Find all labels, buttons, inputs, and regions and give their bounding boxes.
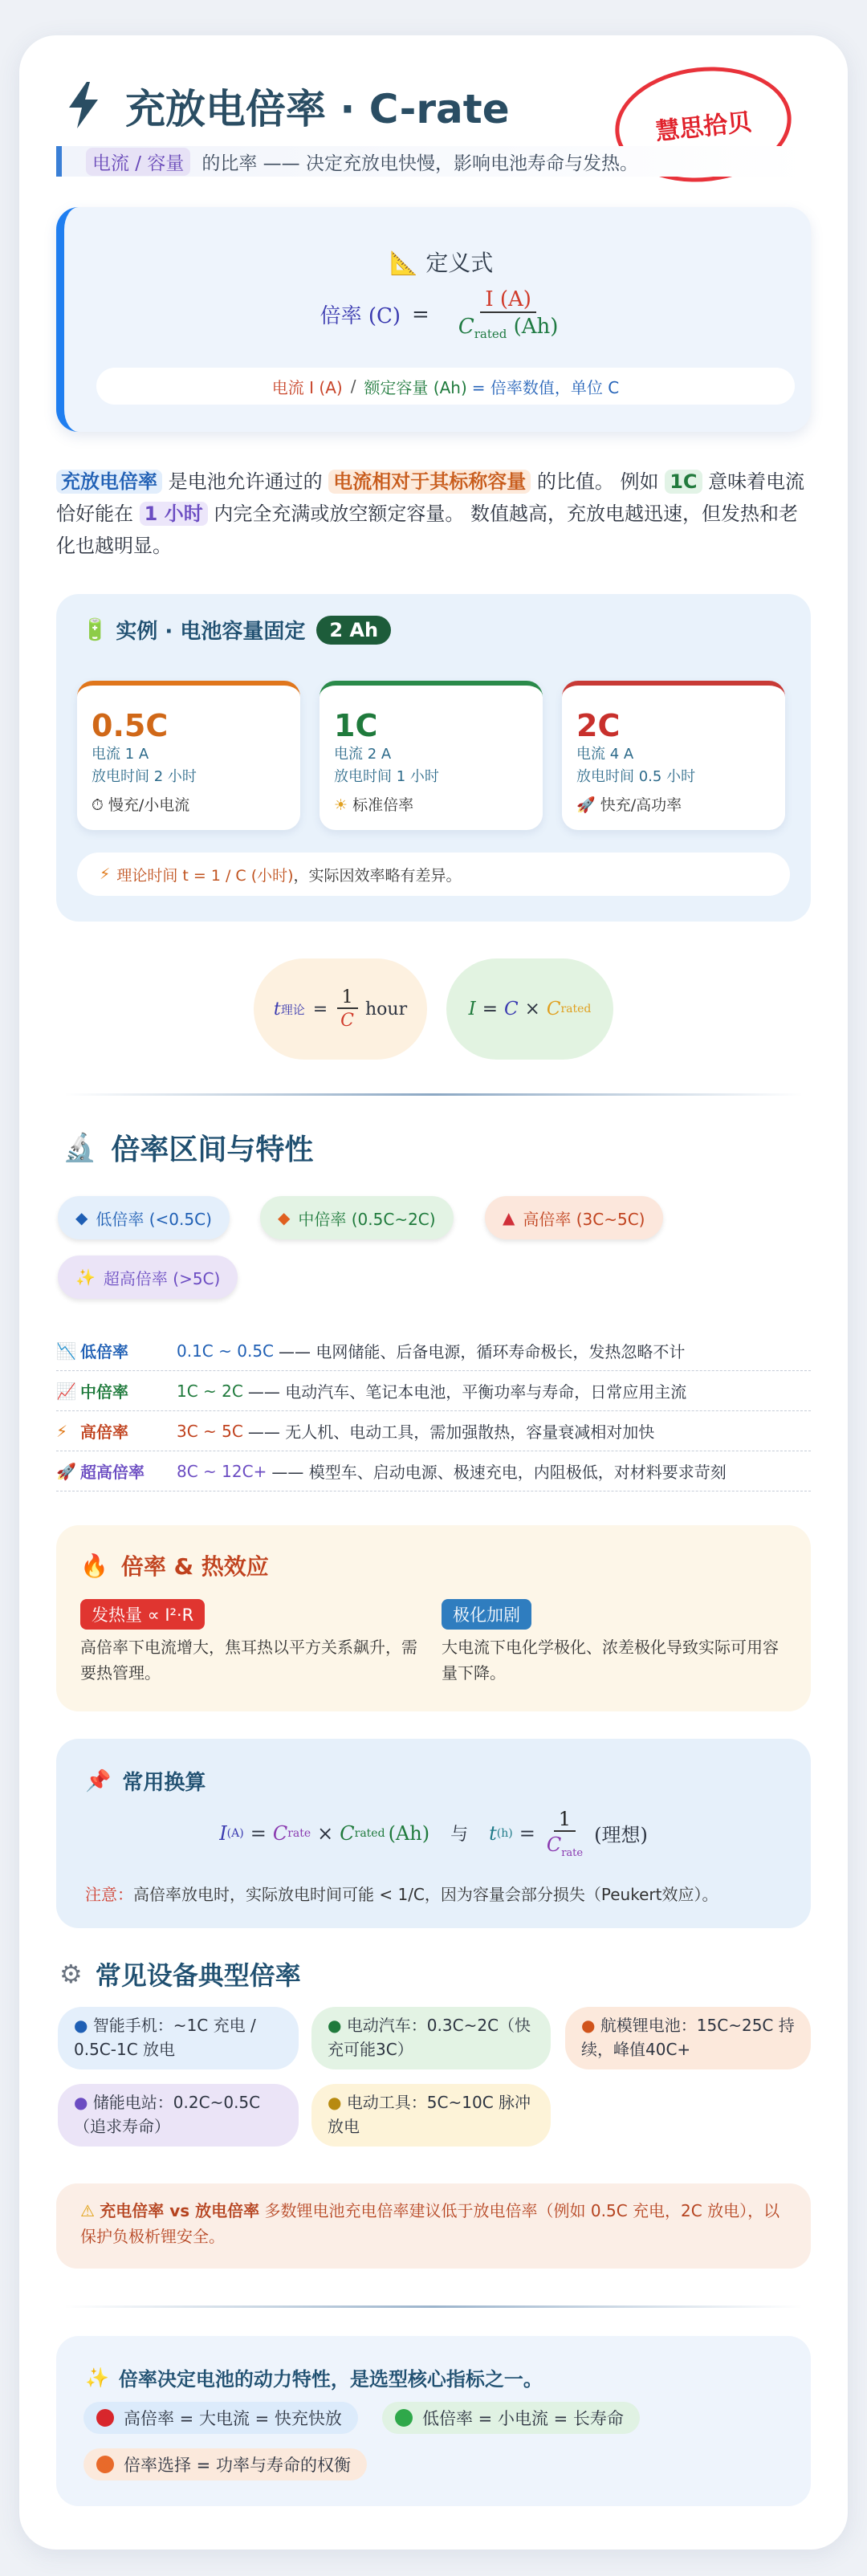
ruler-triangle-icon: 📐 [389, 250, 418, 276]
table-row: ⚡ 高倍率 3C ~ 5C —— 无人机、电动工具，需加强散热，容量衰减相对加快 [56, 1411, 811, 1451]
triangle-icon: ▲ [503, 1208, 515, 1227]
lightning-bolt-icon [66, 82, 101, 128]
definition-note: 电流 I (A) / 额定容量 (Ah) = 倍率数值，单位 C [96, 368, 795, 405]
rate-card-1c: 1C 电流 2 A 放电时间 1 小时 ☀ 标准倍率 [320, 681, 543, 830]
chip-high-rate[interactable]: ▲ 高倍率 (3C~5C) [485, 1196, 663, 1239]
rate-card-0.5c: 0.5C 电流 1 A 放电时间 2 小时 ⏱ 慢充/小电流 [77, 681, 300, 830]
bullet-dot-icon: ● [581, 2016, 596, 2035]
sun-icon: ☀ [334, 796, 348, 814]
red-dot-icon [96, 2409, 114, 2427]
intro-paragraph: 充放电倍率 是电池允许通过的 电流相对于其标称容量 的比值。 例如 1C 意味着电流恰好能在 1 小时 内完全充满或放空额定容量。 数值越高，充放电越迅速，但发热和老化也越明显。 [56, 470, 805, 557]
definition-box [56, 207, 811, 432]
bullet-dot-icon: ● [328, 2093, 342, 2112]
example-box [56, 594, 811, 922]
devices-heading: ⚙ 常见设备典型倍率 [59, 1959, 301, 1991]
chart-up-icon: 📈 [56, 1381, 76, 1401]
sparkles-icon: ✨ [75, 1268, 96, 1287]
chip-ultra-rate[interactable]: ✨ 超高倍率 (>5C) [58, 1255, 238, 1299]
definition-formula: 倍率 (C) = $\frac{I (A)}{C_{rated} (Ah)}$ [64, 287, 819, 341]
charge-discharge-warning: ⚠ 充电倍率 vs 放电倍率 多数锂电池充电倍率建议低于放电倍率（例如 0.5C 充电，2C 放电），以保护负极析锂安全。 [56, 2183, 811, 2269]
intervals-heading: 🔬 倍率区间与特性 [63, 1131, 314, 1166]
page-title: 充放电倍率 · C-rate [125, 86, 510, 132]
section-divider [64, 2305, 803, 2308]
polarization-text: 大电流下电化学极化、浓差极化导致实际可用容量下降。 [442, 1638, 779, 1683]
diamond-icon: ◆ [75, 1208, 88, 1227]
heat-effect-box [56, 1525, 811, 1711]
conversion-note: 注意：高倍率放电时，实际放电时间可能 < 1/C，因为容量会部分损失（Peukert效应）。 [85, 1885, 718, 1904]
rocket-icon: 🚀 [576, 796, 596, 814]
summary-chip-low: 低倍率 = 小电流 = 长寿命 [382, 2402, 640, 2434]
orange-dot-icon [96, 2456, 114, 2473]
table-row: 📉 低倍率 0.1C ~ 0.5C —— 电网储能、后备电源，循环寿命极长，发热忽略不计 [56, 1331, 811, 1371]
summary-title: ✨ 倍率决定电池的动力特性，是选型核心指标之一。 [85, 2366, 543, 2391]
chip-mid-rate[interactable]: ◆ 中倍率 (0.5C~2C) [260, 1196, 454, 1239]
device-item: ● 储能电站：0.2C~0.5C（追求寿命） [58, 2084, 299, 2147]
conversion-box [56, 1739, 811, 1928]
current-formula-oval: I = C × C rated [446, 958, 613, 1060]
author-stamp: 慧思拾贝 [609, 59, 797, 190]
stopwatch-icon: ⏱ [92, 796, 104, 814]
chip-low-rate[interactable]: ◆ 低倍率 (<0.5C) [58, 1196, 230, 1239]
green-dot-icon [395, 2409, 413, 2427]
device-item: ● 电动汽车：0.3C~2C（快充可能3C） [311, 2007, 551, 2069]
device-item: ● 航模锂电池：15C~25C 持续，峰值40C+ [565, 2007, 811, 2069]
polarization-pill: 极化加剧 [442, 1599, 531, 1630]
table-row: 📈 中倍率 1C ~ 2C —— 电动汽车、笔记本电池，平衡功率与寿命，日常应用主流 [56, 1371, 811, 1411]
time-formula-oval: t 理论 = $\frac{1}{C}$ hour [254, 958, 427, 1060]
heat-title: 🔥 倍率 & 热效应 [80, 1552, 269, 1580]
summary-box [56, 2336, 811, 2506]
warning-icon: ⚠ [80, 2201, 95, 2220]
section-divider [64, 1093, 803, 1096]
rocket-icon: 🚀 [56, 1461, 76, 1481]
summary-chip-high: 高倍率 = 大电流 = 快充快放 [83, 2402, 358, 2434]
rate-card-2c: 2C 电流 4 A 放电时间 0.5 小时 🚀 快充/高功率 [562, 681, 785, 830]
device-item: ● 电动工具：5C~10C 脉冲放电 [311, 2084, 551, 2147]
chart-down-icon: 📉 [56, 1341, 76, 1361]
bullet-dot-icon: ● [74, 2016, 88, 2035]
sparkles-icon: ✨ [85, 2366, 109, 2389]
bullet-dot-icon: ● [328, 2016, 342, 2035]
lightning-icon: ⚡ [100, 865, 111, 883]
gear-icon: ⚙ [59, 1959, 83, 1989]
table-row: 🚀 超高倍率 8C ~ 12C+ —— 模型车、启动电源、极速充电，内阻极低，对材料要求苛刻 [56, 1451, 811, 1491]
subtitle-bar [56, 146, 811, 177]
pushpin-icon: 📌 [85, 1768, 112, 1793]
bullet-dot-icon: ● [74, 2093, 88, 2112]
microscope-icon: 🔬 [63, 1131, 97, 1164]
capacity-badge: 2 Ah [316, 616, 391, 645]
summary-chip-tradeoff: 倍率选择 = 功率与寿命的权衡 [83, 2448, 367, 2480]
conversion-formula: I (A) = C rate × C rated (Ah) 与 t (h) = $\frac{1}{C_{rate}}$ (理想) [219, 1808, 648, 1859]
definition-title: 📐 定义式 [389, 250, 494, 276]
conversion-title: 📌 常用换算 [85, 1768, 206, 1795]
lightning-icon: ⚡ [56, 1421, 68, 1441]
subtitle-text: 的比率 —— 决定充放电快慢，影响电池寿命与发热。 [201, 153, 638, 174]
fire-icon: 🔥 [80, 1552, 108, 1579]
diamond-icon: ◆ [278, 1208, 291, 1227]
formula-fraction: $\frac{I (A)}{C_{rated} (Ah)}$ [458, 287, 559, 342]
subtitle-pill: 电流 / 容量 [86, 148, 190, 176]
joule-heat-text: 高倍率下电流增大，焦耳热以平方关系飙升，需要热管理。 [80, 1638, 417, 1683]
formula-lhs: 倍率 (C) [320, 304, 401, 329]
device-item: ● 智能手机：~1C 充电 / 0.5C-1C 放电 [58, 2007, 299, 2069]
joule-heat-pill: 发热量 ∝ I²·R [80, 1599, 205, 1630]
example-title: 🔋 实例 · 电池容量固定 2 Ah [82, 615, 391, 645]
example-note: ⚡ 理论时间 t = 1 / C (小时) ，实际因效率略有差异。 [77, 853, 790, 896]
battery-icon: 🔋 [82, 617, 108, 642]
